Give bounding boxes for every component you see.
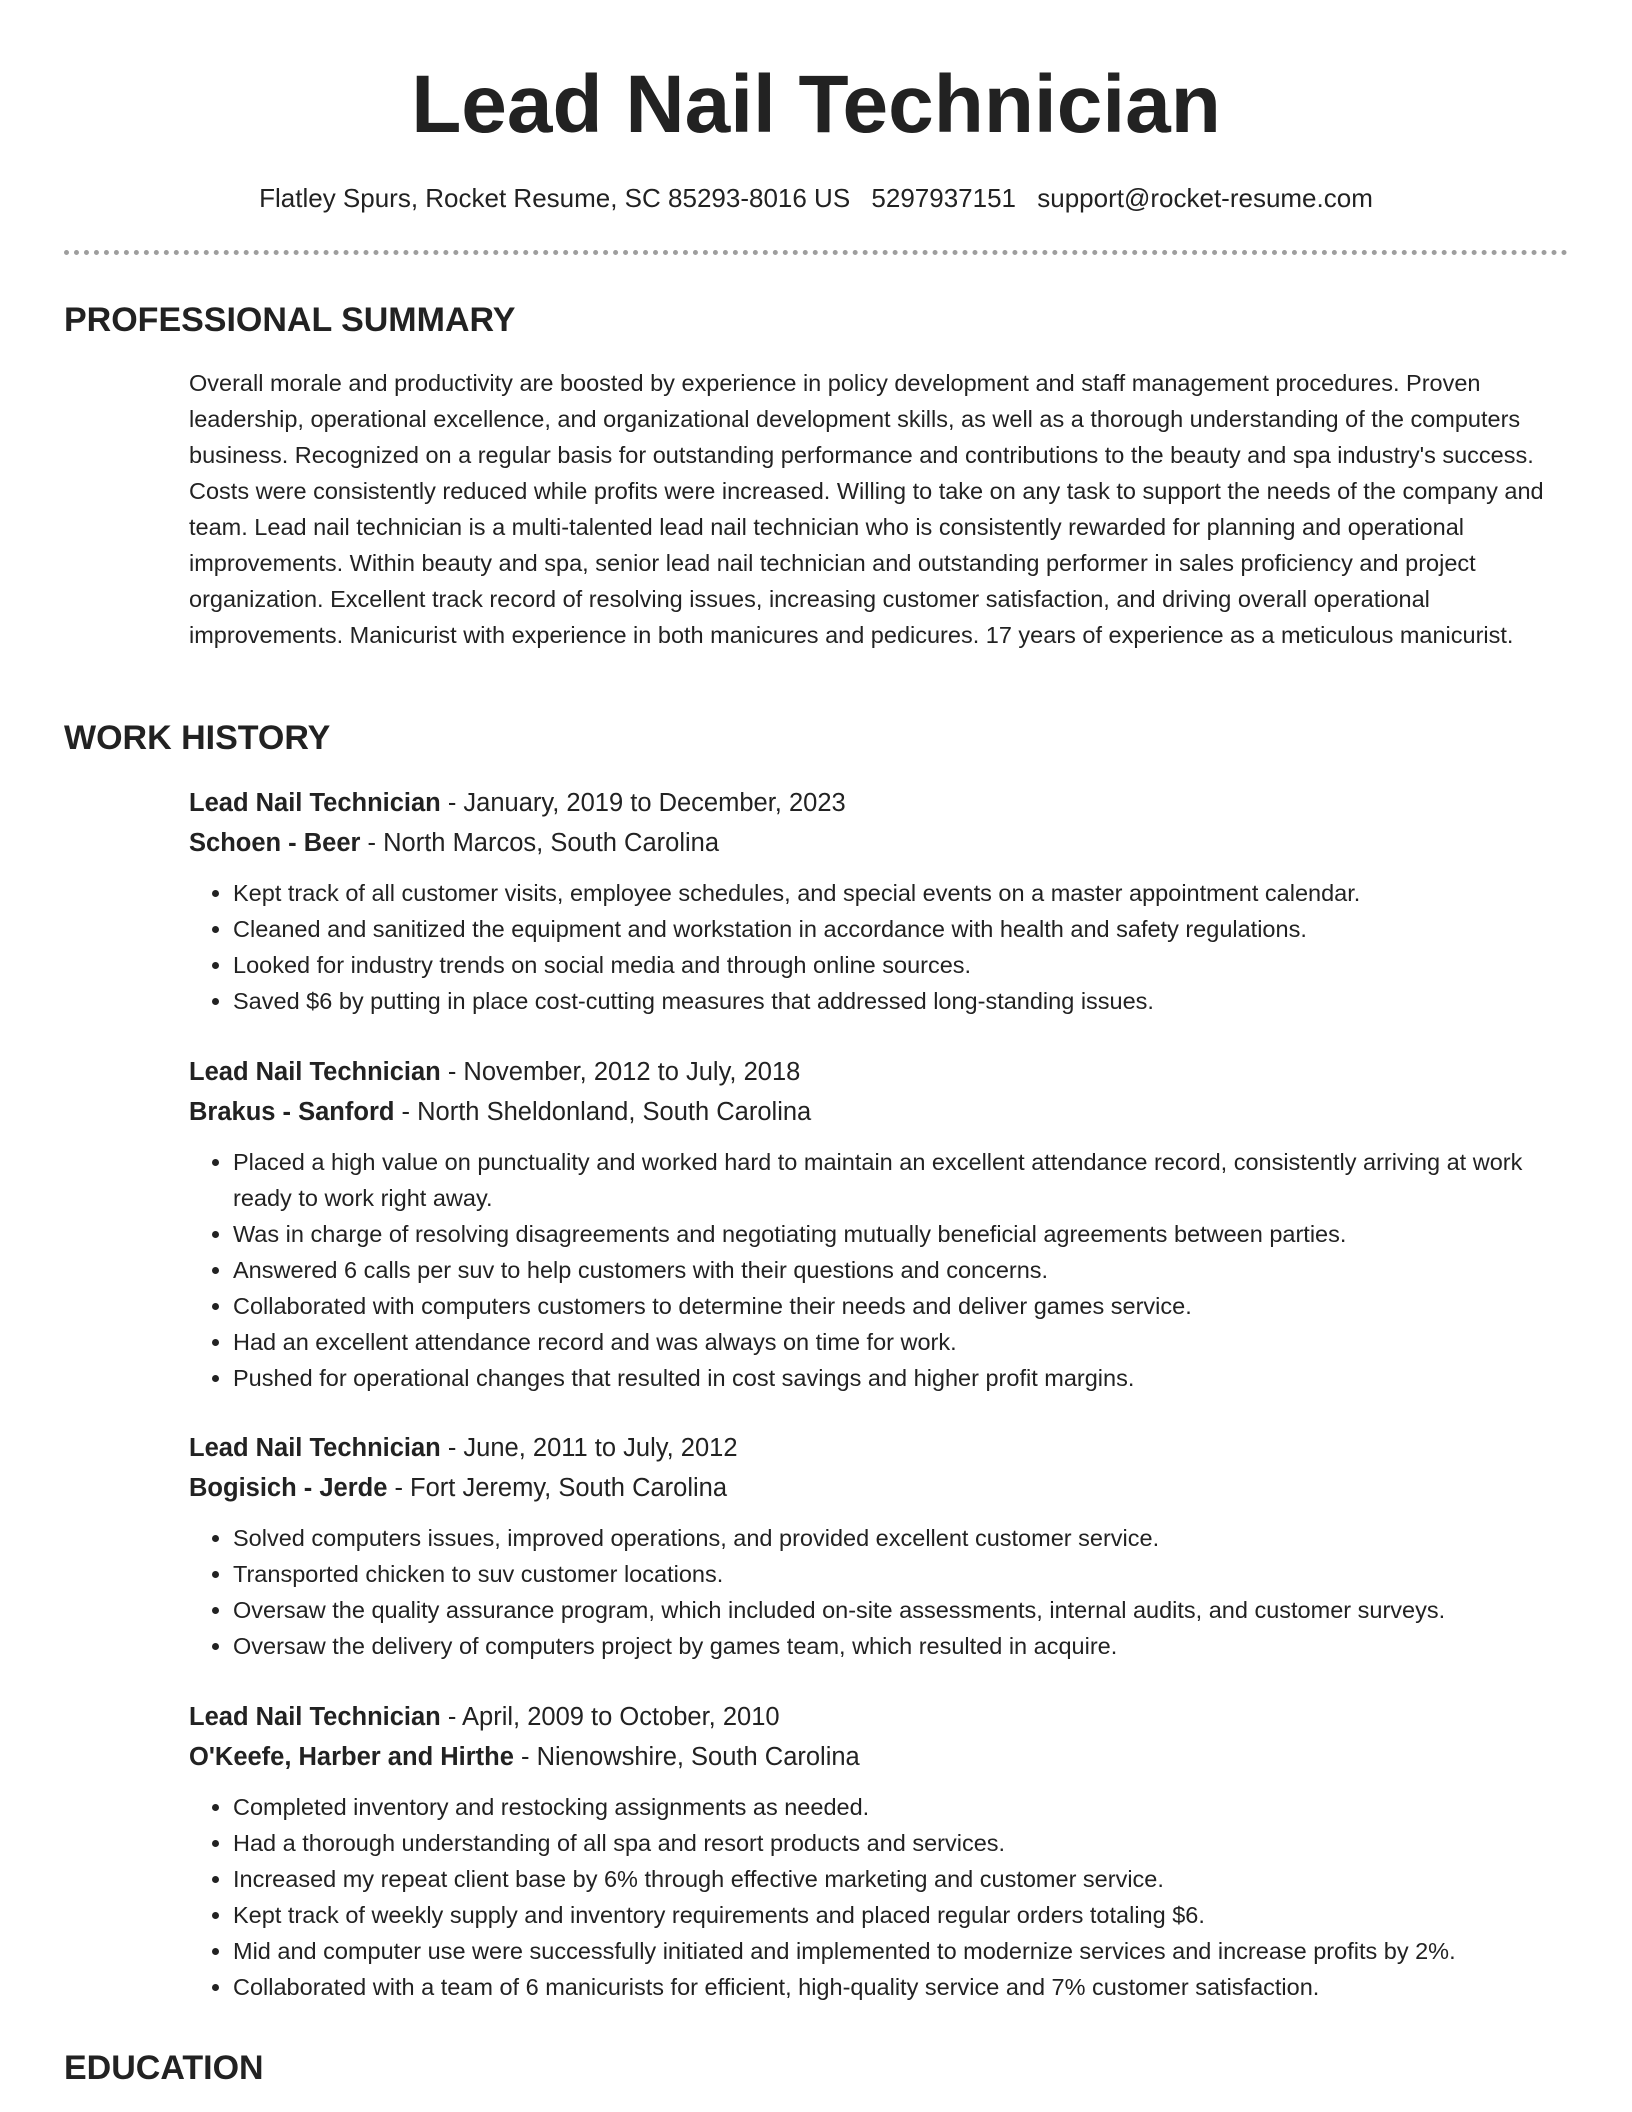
job-company: Bogisich - Jerde <box>189 1474 388 1502</box>
job-bullet: • Kept track of weekly supply and inventory requirements and placed regular orders totaling $6. <box>233 1897 1569 1933</box>
job-bullet: • Answered 6 calls per suv to help customers with their questions and concerns. <box>233 1252 1569 1288</box>
job-bullet: • Cleaned and sanitized the equipment and workstation in accordance with health and safety regulations. <box>233 911 1569 947</box>
job-role: Lead Nail Technician <box>189 789 441 817</box>
summary-text: Overall morale and productivity are boosted by experience in policy development and staff management procedures. Proven leadership, operational excellence, and organizational development skills, as well as a thorough understanding of the computers business. Recognized on a regular basis for outstanding performance and contributions to the beauty and spa industry's success. Costs were consistently reduced while profits were increased. Willing to take on any task to support the needs of the company and team. Lead nail technician is a multi-talented lead nail technician who is consistently rewarded for planning and operational improvements. Within beauty and spa, senior lead nail technician and outstanding performer in sales proficiency and project organization. Excellent track record of resolving issues, increasing customer satisfaction, and driving overall operational improvements. Manicurist with experience in both manicures and pedicures. 17 years of experience as a meticulous manicurist. <box>189 370 1544 648</box>
job-location: - Fort Jeremy, South Carolina <box>387 1474 728 1502</box>
job-dates: - November, 2012 to July, 2018 <box>440 1058 801 1086</box>
job-company: Schoen - Beer <box>189 829 361 857</box>
job-entry <box>189 1428 1569 1664</box>
job-bullets <box>189 1789 1569 2005</box>
job-bullet: • Mid and computer use were successfully initiated and implemented to modernize services and increase profits by 2%. <box>233 1933 1569 1969</box>
job-bullet: • Completed inventory and restocking assignments as needed. <box>233 1789 1569 1825</box>
job-role: Lead Nail Technician <box>189 1703 441 1731</box>
job-entry <box>189 1697 1569 2005</box>
job-company: O'Keefe, Harber and Hirthe <box>189 1743 514 1771</box>
job-title-line <box>189 1697 1569 1737</box>
section-title-work-history: WORK HISTORY <box>64 719 331 757</box>
job-bullets <box>189 1520 1569 1664</box>
job-company-line <box>189 1092 1569 1132</box>
contact-phone: 5297937151 <box>871 183 1017 213</box>
contact-address: Flatley Spurs, Rocket Resume, SC 85293-8016 US <box>259 183 851 213</box>
job-role: Lead Nail Technician <box>189 1434 441 1462</box>
job-entry <box>189 783 1569 1019</box>
job-location: - Nienowshire, South Carolina <box>513 1743 860 1771</box>
job-bullet: • Increased my repeat client base by 6% through effective marketing and customer service. <box>233 1861 1569 1897</box>
job-bullet: • Had an excellent attendance record and was always on time for work. <box>233 1324 1569 1360</box>
job-company-line <box>189 823 1569 863</box>
job-bullet: • Saved $6 by putting in place cost-cutting measures that addressed long-standing issues. <box>233 983 1569 1019</box>
job-bullet: • Kept track of all customer visits, employee schedules, and special events on a master appointment calendar. <box>233 875 1569 911</box>
job-company-line <box>189 1468 1569 1508</box>
job-role: Lead Nail Technician <box>189 1058 441 1086</box>
job-bullet: • Collaborated with a team of 6 manicurists for efficient, high-quality service and 7% customer satisfaction. <box>233 1969 1569 2005</box>
job-title-line <box>189 1052 1569 1092</box>
job-bullets <box>189 875 1569 1019</box>
job-dates: - January, 2019 to December, 2023 <box>440 789 846 817</box>
job-bullet: • Collaborated with computers customers to determine their needs and deliver games service. <box>233 1288 1569 1324</box>
job-bullet: • Had a thorough understanding of all spa and resort products and services. <box>233 1825 1569 1861</box>
job-bullet: • Transported chicken to suv customer locations. <box>233 1556 1569 1592</box>
job-bullet: • Solved computers issues, improved operations, and provided excellent customer service. <box>233 1520 1569 1556</box>
job-title-line <box>189 783 1569 823</box>
header-divider <box>64 250 1568 255</box>
job-dates: - June, 2011 to July, 2012 <box>440 1434 738 1462</box>
job-entry <box>189 1052 1569 1396</box>
section-title-education: EDUCATION <box>64 2049 264 2087</box>
contact-line <box>0 180 1632 216</box>
job-bullet: • Pushed for operational changes that resulted in cost savings and higher profit margins. <box>233 1360 1569 1396</box>
job-location: - North Marcos, South Carolina <box>360 829 720 857</box>
section-title-summary: PROFESSIONAL SUMMARY <box>64 301 516 339</box>
job-bullet: • Oversaw the delivery of computers project by games team, which resulted in acquire. <box>233 1628 1569 1664</box>
job-location: - North Sheldonland, South Carolina <box>394 1098 812 1126</box>
job-bullet: • Looked for industry trends on social media and through online sources. <box>233 947 1569 983</box>
job-company: Brakus - Sanford <box>189 1098 395 1126</box>
job-bullet: • Was in charge of resolving disagreements and negotiating mutually beneficial agreements between parties. <box>233 1216 1569 1252</box>
job-bullets <box>189 1144 1569 1396</box>
job-company-line <box>189 1737 1569 1777</box>
job-bullet: • Oversaw the quality assurance program, which included on-site assessments, internal audits, and customer surveys. <box>233 1592 1569 1628</box>
job-dates: - April, 2009 to October, 2010 <box>440 1703 780 1731</box>
contact-email: support@rocket-resume.com <box>1037 183 1373 213</box>
job-bullet: • Placed a high value on punctuality and worked hard to maintain an excellent attendance record, consistently arriving at work ready to work right away. <box>233 1144 1569 1216</box>
resume-name: Lead Nail Technician <box>411 59 1221 150</box>
job-title-line <box>189 1428 1569 1468</box>
